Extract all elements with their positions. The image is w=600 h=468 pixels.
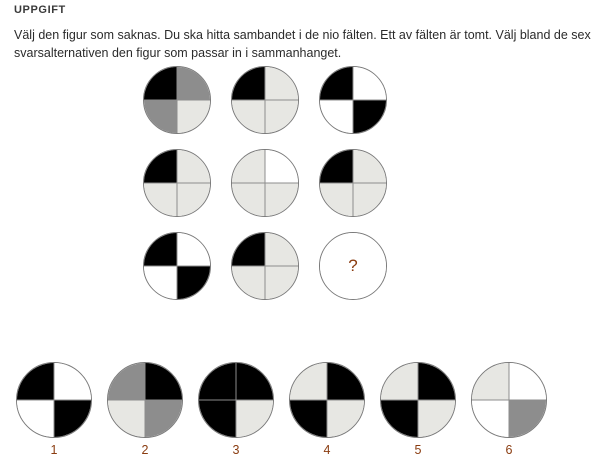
option-6[interactable] bbox=[469, 362, 549, 457]
quadrant-br bbox=[353, 183, 386, 216]
quadrant-bl bbox=[17, 400, 54, 437]
quadrant-tr bbox=[327, 363, 364, 400]
divider-horizontal bbox=[320, 183, 386, 184]
quadrant-tl bbox=[320, 150, 353, 183]
quadrant-tr bbox=[177, 233, 210, 266]
matrix-cell-3-3 bbox=[319, 232, 407, 315]
matrix-cell-3-2 bbox=[231, 232, 319, 315]
matrix-grid bbox=[143, 66, 407, 315]
figure-cell-3-3 bbox=[319, 232, 387, 300]
divider-horizontal bbox=[472, 400, 546, 401]
option-label-2: 2 bbox=[141, 443, 149, 457]
quadrant-br bbox=[265, 266, 298, 299]
page-title: UPPGIFT bbox=[14, 4, 66, 16]
quadrant-tr bbox=[353, 67, 386, 100]
option-3[interactable] bbox=[196, 362, 276, 457]
quadrant-tl bbox=[144, 67, 177, 100]
matrix-cell-2-2 bbox=[231, 149, 319, 232]
quadrant-bl bbox=[290, 400, 327, 437]
quadrant-tr bbox=[265, 67, 298, 100]
divider-horizontal bbox=[144, 183, 210, 184]
quadrant-tr bbox=[509, 363, 546, 400]
quadrant-br bbox=[177, 100, 210, 133]
quadrant-tr bbox=[236, 363, 273, 400]
quadrant-tl bbox=[144, 233, 177, 266]
option-5[interactable] bbox=[378, 362, 458, 457]
quadrant-tl bbox=[232, 150, 265, 183]
quadrant-tr bbox=[265, 150, 298, 183]
option-label-6: 6 bbox=[505, 443, 513, 457]
matrix-cell-2-3 bbox=[319, 149, 407, 232]
quadrant-bl bbox=[144, 183, 177, 216]
option-4[interactable] bbox=[287, 362, 367, 457]
quadrant-tr bbox=[177, 67, 210, 100]
quadrant-tl bbox=[17, 363, 54, 400]
figure-cell-1-2 bbox=[231, 66, 299, 134]
quadrant-bl bbox=[320, 183, 353, 216]
matrix-cell-1-2 bbox=[231, 66, 319, 149]
quadrant-br bbox=[509, 400, 546, 437]
quadrant-bl bbox=[232, 183, 265, 216]
option-figure-4[interactable] bbox=[289, 362, 365, 438]
figure-cell-3-2 bbox=[231, 232, 299, 300]
option-figure-5[interactable] bbox=[380, 362, 456, 438]
option-figure-2[interactable] bbox=[107, 362, 183, 438]
quadrant-br bbox=[54, 400, 91, 437]
divider-horizontal bbox=[232, 183, 298, 184]
quadrant-tl bbox=[290, 363, 327, 400]
figure-cell-2-2 bbox=[231, 149, 299, 217]
option-label-3: 3 bbox=[232, 443, 240, 457]
option-2[interactable] bbox=[105, 362, 185, 457]
quadrant-br bbox=[236, 400, 273, 437]
option-label-5: 5 bbox=[414, 443, 422, 457]
quadrant-br bbox=[418, 400, 455, 437]
quadrant-bl bbox=[108, 400, 145, 437]
quadrant-bl bbox=[320, 100, 353, 133]
quadrant-br bbox=[327, 400, 364, 437]
figure-cell-1-3 bbox=[319, 66, 387, 134]
divider-horizontal bbox=[320, 100, 386, 101]
quadrant-br bbox=[353, 100, 386, 133]
quadrant-tl bbox=[144, 150, 177, 183]
quadrant-bl bbox=[232, 100, 265, 133]
quadrant-br bbox=[145, 400, 182, 437]
option-figure-1[interactable] bbox=[16, 362, 92, 438]
divider-horizontal bbox=[17, 400, 91, 401]
divider-horizontal bbox=[232, 100, 298, 101]
quadrant-tr bbox=[353, 150, 386, 183]
matrix-cell-1-1 bbox=[143, 66, 231, 149]
quadrant-tl bbox=[232, 233, 265, 266]
option-figure-6[interactable] bbox=[471, 362, 547, 438]
option-figure-3[interactable] bbox=[198, 362, 274, 438]
quadrant-br bbox=[265, 183, 298, 216]
divider-horizontal bbox=[108, 400, 182, 401]
quadrant-tr bbox=[265, 233, 298, 266]
quadrant-br bbox=[177, 266, 210, 299]
divider-horizontal bbox=[232, 266, 298, 267]
divider-horizontal bbox=[144, 266, 210, 267]
answer-options bbox=[14, 362, 549, 457]
option-label-1: 1 bbox=[50, 443, 58, 457]
quadrant-br bbox=[265, 100, 298, 133]
quadrant-bl bbox=[381, 400, 418, 437]
quadrant-tl bbox=[472, 363, 509, 400]
figure-cell-1-1 bbox=[143, 66, 211, 134]
matrix-cell-2-1 bbox=[143, 149, 231, 232]
matrix-cell-3-1 bbox=[143, 232, 231, 315]
option-1[interactable] bbox=[14, 362, 94, 457]
figure-cell-2-3 bbox=[319, 149, 387, 217]
quadrant-tl bbox=[199, 363, 236, 400]
quadrant-bl bbox=[144, 266, 177, 299]
option-label-4: 4 bbox=[323, 443, 331, 457]
quadrant-bl bbox=[199, 400, 236, 437]
quadrant-tr bbox=[145, 363, 182, 400]
divider-horizontal bbox=[381, 400, 455, 401]
missing-marker: ? bbox=[348, 256, 358, 275]
figure-cell-2-1 bbox=[143, 149, 211, 217]
divider-horizontal bbox=[199, 400, 273, 401]
quadrant-tl bbox=[108, 363, 145, 400]
quadrant-tl bbox=[381, 363, 418, 400]
divider-horizontal bbox=[144, 100, 210, 101]
quadrant-bl bbox=[144, 100, 177, 133]
quadrant-tr bbox=[54, 363, 91, 400]
quadrant-tr bbox=[177, 150, 210, 183]
quadrant-bl bbox=[232, 266, 265, 299]
quadrant-bl bbox=[472, 400, 509, 437]
matrix-cell-1-3 bbox=[319, 66, 407, 149]
quadrant-br bbox=[177, 183, 210, 216]
quadrant-tl bbox=[232, 67, 265, 100]
quadrant-tr bbox=[418, 363, 455, 400]
instruction-text: Välj den figur som saknas. Du ska hitta sambandet i de nio fälten. Ett av fälten är tomt. Välj bland de sex svarsalternativen den figur som passar in i sammanhanget. bbox=[14, 28, 595, 60]
divider-horizontal bbox=[290, 400, 364, 401]
figure-cell-3-1 bbox=[143, 232, 211, 300]
quadrant-tl bbox=[320, 67, 353, 100]
